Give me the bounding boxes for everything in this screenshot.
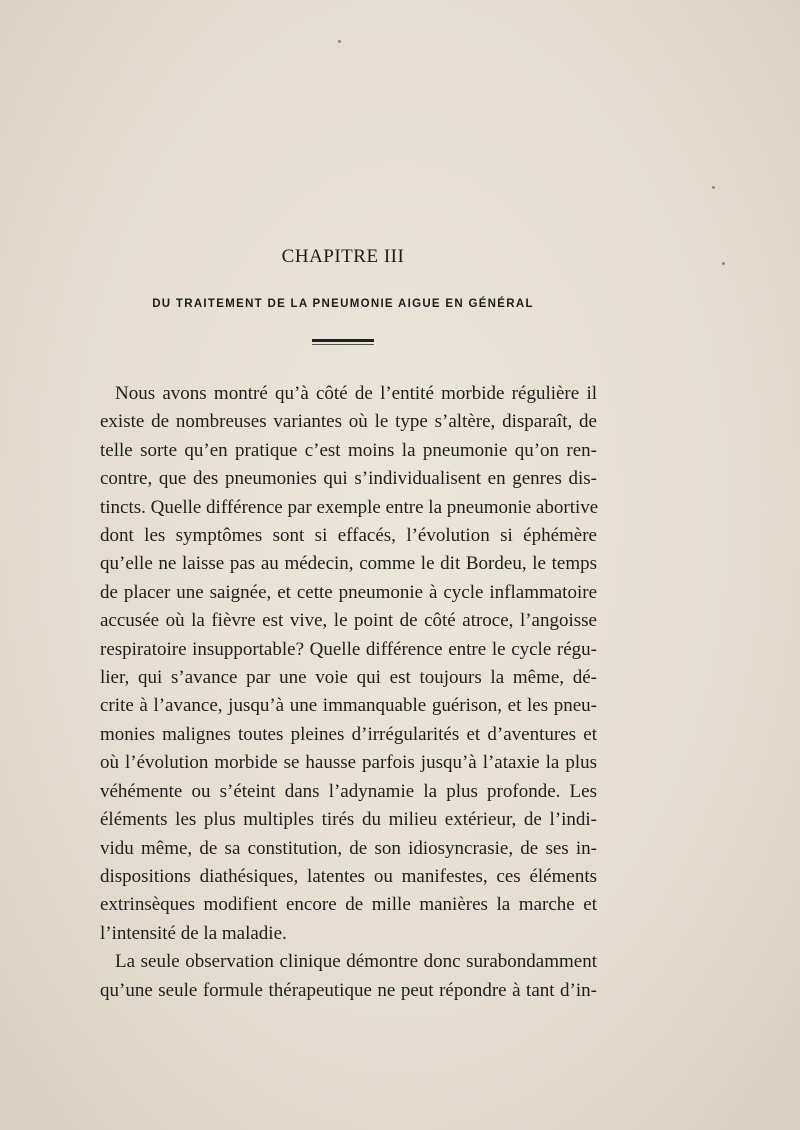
text-line: respiratoire insupportable? Quelle différence entre le cycle régu- (100, 638, 597, 660)
text-line: éléments les plus multiples tirés du milieu extérieur, de l’indi- (100, 809, 597, 831)
text-line: qu’elle ne laisse pas au médecin, comme le dit Bordeu, le temps (100, 553, 597, 575)
text-line: vidu même, de sa constitution, de son idiosyncrasie, de ses in- (100, 837, 597, 859)
text-line: véhémente ou s’éteint dans l’adynamie la plus profonde. Les (100, 780, 597, 802)
text-line: de placer une saignée, et cette pneumonie à cycle inflammatoire (100, 581, 597, 603)
text-line: lier, qui s’avance par une voie qui est toujours la même, dé- (100, 667, 597, 689)
paper-speck (338, 40, 341, 43)
text-line: où l’évolution morbide se hausse parfois jusqu’à l’ataxie la plus (100, 752, 597, 774)
text-line: crite à l’avance, jusqu’à une immanquable guérison, et les pneu- (100, 695, 597, 717)
title-rule (312, 339, 374, 342)
text-line: Nous avons montré qu’à côté de l’entité morbide régulière il (115, 383, 597, 404)
text-line: l’intensité de la maladie. (100, 922, 287, 944)
text-line: dont les symptômes sont si effacés, l’évolution si éphémère (100, 525, 597, 547)
paper-speck (712, 186, 715, 189)
text-line: La seule observation clinique démontre donc surabondamment (115, 951, 597, 973)
text-line: telle sorte qu’en pratique c’est moins la pneumonie qu’on ren- (100, 439, 597, 461)
paper-speck (722, 262, 725, 265)
body-text (100, 380, 599, 1005)
text-line: contre, que des pneumonies qui s’individualisent en genres dis- (100, 468, 597, 490)
text-line: accusée où la fièvre est vive, le point de côté atroce, l’angoisse (100, 610, 597, 632)
chapter-title: CHAPITRE III (281, 246, 405, 267)
text-line: qu’une seule formule thérapeutique ne peut répondre à tant d’in- (100, 979, 597, 1001)
text-line: monies malignes toutes pleines d’irrégularités et d’aventures et (100, 723, 597, 745)
text-line: dispositions diathésiques, latentes ou manifestes, ces éléments (100, 865, 597, 887)
text-line: existe de nombreuses variantes où le type s’altère, disparaît, de (100, 411, 597, 433)
chapter-subtitle: DU TRAITEMENT DE LA PNEUMONIE AIGUE EN GÉNÉRAL (152, 298, 534, 310)
text-line: extrinsèques modifient encore de mille manières la marche et (100, 894, 597, 916)
title-rule-thin (312, 344, 374, 345)
text-line: tincts. Quelle différence par exemple entre la pneumonie abortive (100, 496, 599, 518)
bleed-through-text (0, 0, 800, 420)
